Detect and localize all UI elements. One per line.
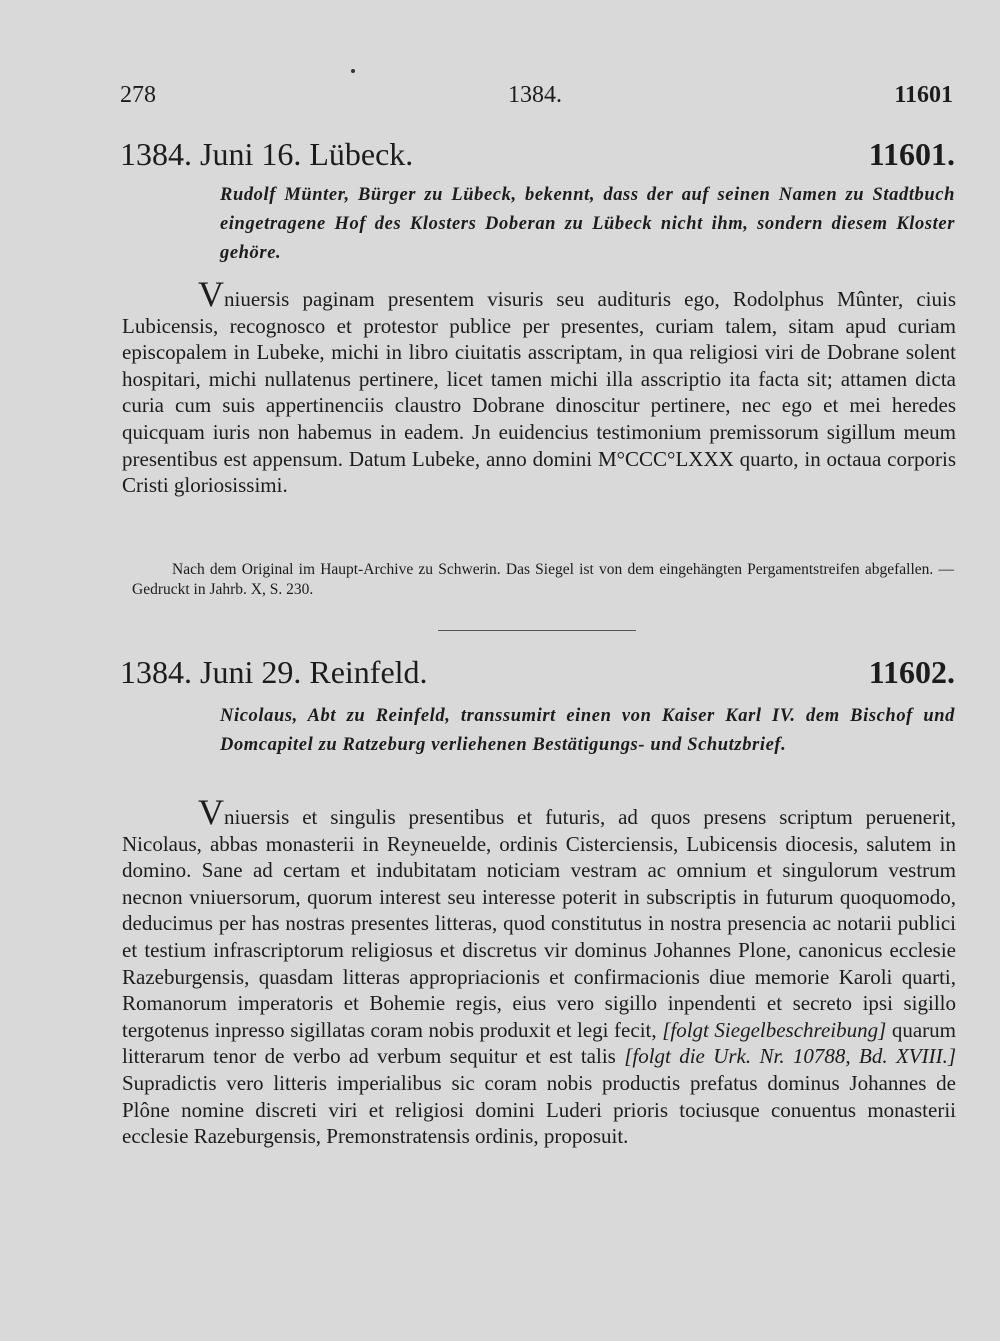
page-number: 278 [120,82,156,108]
entry-text-part: Supradictis vero litteris imperialibus sic coram nobis productis prefatus dominus Johannes de Plône nomine discreti viri et religiosi domini Luderi prioris tociusque conuentus monasterii ecclesie Razeburgensis, Premonstratensis ordinis, proposuit. [122,1070,956,1149]
print-speck [351,69,355,73]
entry-text [122,792,957,1150]
entry-number: 11601. [868,136,955,172]
entry-date-place: 1384. Juni 16. Lübeck. [120,136,414,172]
entry-text-body: niuersis paginam presentem visuris seu audituris ego, Rodolphus Mûnter, ciuis Lubicensis, recognosco et protestor publice per presentes, curiam talem, sitam apud curiam episcopalem in Lubeke, michi in libro ciuitatis asscriptam, in qua religiosi viri de Dobrane solent hospitari, michi nullatenus pertinere, licet tamen michi illa asscriptio ita facta sit; attamen dicta curia cum suis appertinenciis claustro Dobrane dinoscitur pertinere, nec ego et mei heredes quicquam iuris non habemus in eadem. Jn euidencius testimonium premissorum sigillum meum presentibus est appensum. Datum Lubeke, anno domini M°CCC°LXXX quarto, in octaua corporis Cristi gloriosissimi. [122,287,956,498]
entry-text [122,274,956,499]
entry-summary: Rudolf Münter, Bürger zu Lübeck, bekennt, dass der auf seinen Namen zu Stadtbuch eingetragene Hof des Klosters Doberan zu Lübeck nicht ihm, sondern diesem Kloster gehöre. [220,185,955,263]
entry-heading [120,654,955,698]
initial-letter: V [198,274,224,314]
source-note-text: Nach dem Original im Haupt-Archive zu Schwerin. Das Siegel ist von dem eingehängten Pergamentstreifen abgefallen. — Gedruckt in Jahrb. X, S. 230. [132,561,954,598]
running-head-year: 1384. [508,82,562,108]
source-note [132,560,954,600]
editorial-bracket: [folgt die Urk. Nr. 10788, Bd. XVIII.] [624,1044,957,1069]
entry-heading [120,136,955,180]
entry-date-place: 1384. Juni 29. Reinfeld. [120,654,428,690]
running-head [120,82,953,114]
entry-number: 11602. [868,654,955,690]
editorial-bracket: [folgt Siegelbeschreibung] [662,1017,887,1042]
entry-text-part: quarum litterarum tenor de verbo ad verbum sequitur et est talis [122,1017,957,1069]
entry-summary: Nicolaus, Abt zu Reinfeld, transsumirt einen von Kaiser Karl IV. dem Bischof und Domcapitel zu Ratzeburg verliehenen Bestätigungs- und Schutzbrief. [220,706,955,755]
running-head-document-number: 11601 [894,82,953,108]
entry-text-part: niuersis et singulis presentibus et futuris, ad quos presens scriptum peruenerit, Nicolaus, abbas monasterii in Reyneuelde, ordinis Cisterciensis, Lubicensis diocesis, salutem in domino. Sane ad certam et indubitatam noticiam vestram ac omnium et singulorum vestrum necnon vniuersorum, quorum interest seu interesse poterit in subscriptis in futurum quoquomodo, deducimus per has nostras presentes litteras, quod constitutus in nostra presencia ac notarii publici et testium infrascriptorum religiosus et discretus vir dominus Johannes Plone, canonicus ecclesie Razeburgensis, quasdam litteras appropriacionis et confirmacionis diue memorie Karoli quarti, Romanorum imperatoris et Bohemie regis, eius vero sigillo inpendenti et secreto ipsi sigillo tergotenus inpresso sigillatas coram nobis produxit et legi fecit, [122,805,956,1042]
section-divider [438,630,636,631]
initial-letter: V [198,792,224,832]
